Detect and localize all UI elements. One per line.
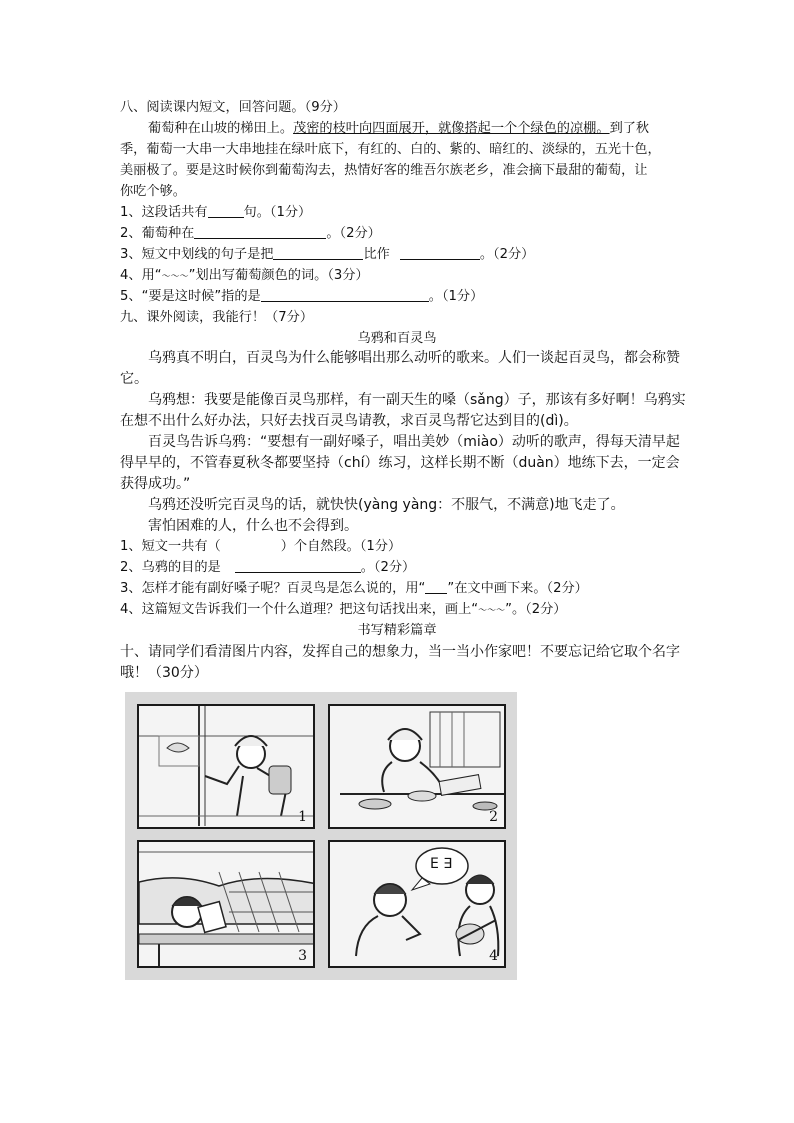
boy-at-door-illustration [139, 706, 315, 829]
panel-number: 2 [489, 809, 498, 825]
question-9-2: 2、乌鸦的目的是 。（2分） [120, 560, 416, 575]
panel-number: 1 [298, 809, 307, 825]
speech-bubble-letters: E ∃ [430, 856, 453, 872]
question-8-2: 2、葡萄种在 。（2分） [120, 226, 381, 241]
question-8-3: 3、短文中划线的句子是把 比作 。（2分） [120, 247, 535, 262]
boy-reading-in-bed-illustration [139, 842, 315, 968]
boy-eating-illustration [330, 706, 506, 829]
wavy-line-mark: ～～～ [161, 272, 189, 282]
writing-prompt: 十、请同学们看清图片内容，发挥自己的想象力，当一当小作家吧！不要忘记给它取个名字 [120, 644, 680, 660]
question-8-4: 4、用“～～～”划出写葡萄颜色的词。（3分） [120, 268, 369, 283]
writing-prompt: 哦！（30分） [120, 665, 208, 681]
passage-line: 你吃个够。 [120, 184, 186, 199]
passage-line: 美丽极了。要是这时候你到葡萄沟去，热情好客的维吾尔族老乡，准会摘下最甜的葡萄，让 [120, 163, 648, 178]
comic-panel-1 [137, 704, 315, 829]
comic-panel-2 [328, 704, 506, 829]
section8-heading: 八、阅读课内短文，回答问题。（9分） [120, 100, 346, 115]
eye-test-illustration [330, 842, 506, 968]
story-line: 乌鸦真不明白，百灵鸟为什么能够唱出那么动听的歌来。人们一谈起百灵鸟，都会称赞 [148, 350, 680, 366]
story-line: 得早早的，不管春夏秋冬都要坚持（chí）练习，这样长期不断（duàn）地练下去，一定会 [120, 455, 680, 471]
story-line: 获得成功。” [120, 476, 191, 492]
story-line: 害怕困难的人，什么也不会得到。 [148, 518, 358, 534]
comic-panel-4 [328, 840, 506, 968]
story-line: 它。 [120, 371, 148, 387]
story-title: 乌鸦和百灵鸟 [357, 331, 437, 346]
story-line: 在想不出什么好办法，只好去找百灵鸟请教，求百灵鸟帮它达到目的(dì)。 [120, 413, 578, 429]
underlined-sentence: 茂密的枝叶向四面展开，就像搭起一个个绿色的凉棚。 [293, 121, 610, 136]
question-9-3: 3、怎样才能有副好嗓子呢？百灵鸟是怎么说的，用“ ”在文中画下来。（2分） [120, 581, 588, 596]
panel-number: 3 [298, 948, 307, 964]
story-line: 百灵鸟告诉乌鸦：“要想有一副好嗓子，唱出美妙（miào）动听的歌声，得每天清早起 [148, 434, 680, 450]
straight-line-mark [425, 580, 447, 594]
answer-blank[interactable] [273, 246, 363, 260]
question-9-4: 4、这篇短文告诉我们一个什么道理？把这句话找出来，画上“～～～”。（2分） [120, 602, 567, 617]
answer-blank[interactable] [235, 559, 361, 573]
story-line: 乌鸦想：我要是能像百灵鸟那样，有一副天生的嗓（sǎng）子，那该有多好啊！乌鸦实 [148, 392, 686, 408]
section9-heading: 九、课外阅读，我能行！（7分） [120, 310, 314, 325]
passage-line: 季，葡萄一大串一大串地挂在绿叶底下，有红的、白的、紫的、暗红的、淡绿的，五光十色， [120, 142, 661, 157]
comic-panel-3 [137, 840, 315, 968]
writing-heading: 书写精彩篇章 [357, 623, 437, 638]
question-8-5: 5、“要是这时候”指的是 。（1分） [120, 289, 484, 304]
answer-blank[interactable] [400, 246, 480, 260]
wavy-line-mark: ～～～ [478, 606, 506, 616]
comic-picture [125, 692, 517, 980]
passage-line: 葡萄种在山坡的梯田上。茂密的枝叶向四面展开，就像搭起一个个绿色的凉棚。到了秋 [148, 121, 650, 136]
answer-blank[interactable] [261, 288, 429, 302]
question-8-1: 1、这段话共有 句。（1分） [120, 205, 312, 220]
answer-blank[interactable] [194, 225, 326, 239]
answer-blank[interactable] [208, 204, 244, 218]
question-9-1: 1、短文一共有（ ）个自然段。（1分） [120, 539, 402, 554]
panel-number: 4 [489, 948, 498, 964]
story-line: 乌鸦还没听完百灵鸟的话，就快快(yàng yàng：不服气，不满意)地飞走了。 [148, 497, 625, 513]
